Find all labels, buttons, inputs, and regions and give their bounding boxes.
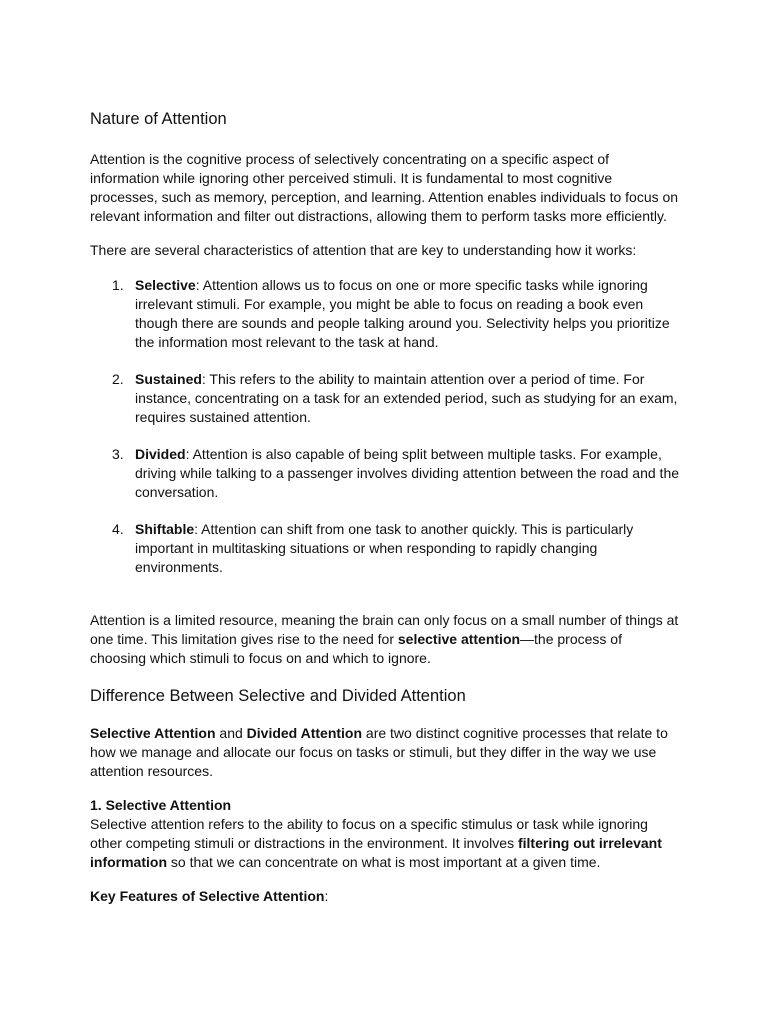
text-segment: and bbox=[215, 725, 247, 741]
text-segment: are two distinct cognitive processes that relate to how we manage and allocate our focus on tasks or stimuli, but they differ in the way we use attention resources. bbox=[90, 725, 668, 779]
list-item-shiftable bbox=[90, 520, 680, 577]
text-segment: so that we can concentrate on what is most important at a given time. bbox=[167, 854, 601, 870]
list-text: : Attention allows us to focus on one or more specific tasks while ignoring irrelevant stimuli. For example, you might be able to focus on reading a book even though there are sounds and people talking around you. Selectivity helps you prioritize the information most relevant to the task at hand. bbox=[135, 277, 670, 350]
text-segment: : bbox=[324, 888, 329, 904]
characteristics-list bbox=[90, 276, 680, 577]
list-text: : Attention can shift from one task to another quickly. This is particularly important in multitasking situations or when responding to rapidly changing environments. bbox=[135, 521, 634, 575]
list-number: 4. bbox=[112, 521, 124, 537]
list-term: Shiftable bbox=[135, 521, 195, 537]
list-number: 2. bbox=[112, 371, 124, 387]
list-term: Divided bbox=[135, 446, 186, 462]
document-page bbox=[90, 108, 680, 922]
emphasis-divided-attention: Divided Attention bbox=[246, 725, 363, 741]
list-item-divided bbox=[90, 445, 680, 502]
emphasis-filtering: filtering out irrelevant information bbox=[90, 835, 662, 870]
paragraph-difference-intro bbox=[90, 724, 680, 781]
subsection-title-selective-attention: 1. Selective Attention bbox=[90, 797, 232, 813]
list-term: Sustained bbox=[135, 371, 202, 387]
text-segment: Selective attention refers to the ability to focus on a specific stimulus or task while ignoring other competing stimuli or distractions in the environment. It involves bbox=[90, 816, 648, 851]
section-title-difference: Difference Between Selective and Divided Attention bbox=[90, 687, 466, 705]
list-number: 1. bbox=[112, 277, 124, 293]
list-term: Selective bbox=[135, 277, 196, 293]
section-title-nature-of-attention: Nature of Attention bbox=[90, 110, 227, 128]
list-text: : This refers to the ability to maintain attention over a period of time. For instance, concentrating on a task for an extended period, such as studying for an exam, requires sustained attention. bbox=[135, 371, 678, 425]
list-item-selective bbox=[90, 276, 680, 352]
text-segment: —the process of choosing which stimuli to focus on and which to ignore. bbox=[90, 631, 622, 666]
paragraph-characteristics-intro: There are several characteristics of attention that are key to understanding how it works: bbox=[90, 242, 637, 258]
paragraph-selective-attention bbox=[90, 815, 680, 872]
paragraph-attention-definition: Attention is the cognitive process of selectively concentrating on a specific aspect of information while ignoring other perceived stimuli. It is fundamental to most cognitive processes, such as memory, perception, and learning. Attention enables individuals to focus on relevant information and filter out distractions, allowing them to perform tasks more efficiently. bbox=[90, 151, 679, 224]
key-features-heading: Key Features of Selective Attention bbox=[90, 888, 325, 904]
paragraph-limited-resource bbox=[90, 611, 680, 668]
emphasis-selective-attention: selective attention bbox=[397, 631, 521, 647]
list-number: 3. bbox=[112, 446, 124, 462]
paragraph-key-features bbox=[90, 887, 680, 906]
text-segment: Attention is a limited resource, meaning the brain can only focus on a small number of things at one time. This limitation gives rise to the need for bbox=[90, 612, 679, 647]
list-item-sustained bbox=[90, 370, 680, 427]
emphasis-selective-attention: Selective Attention bbox=[90, 725, 216, 741]
list-text: : Attention is also capable of being split between multiple tasks. For example, driving while talking to a passenger involves dividing attention between the road and the conversation. bbox=[135, 446, 680, 500]
